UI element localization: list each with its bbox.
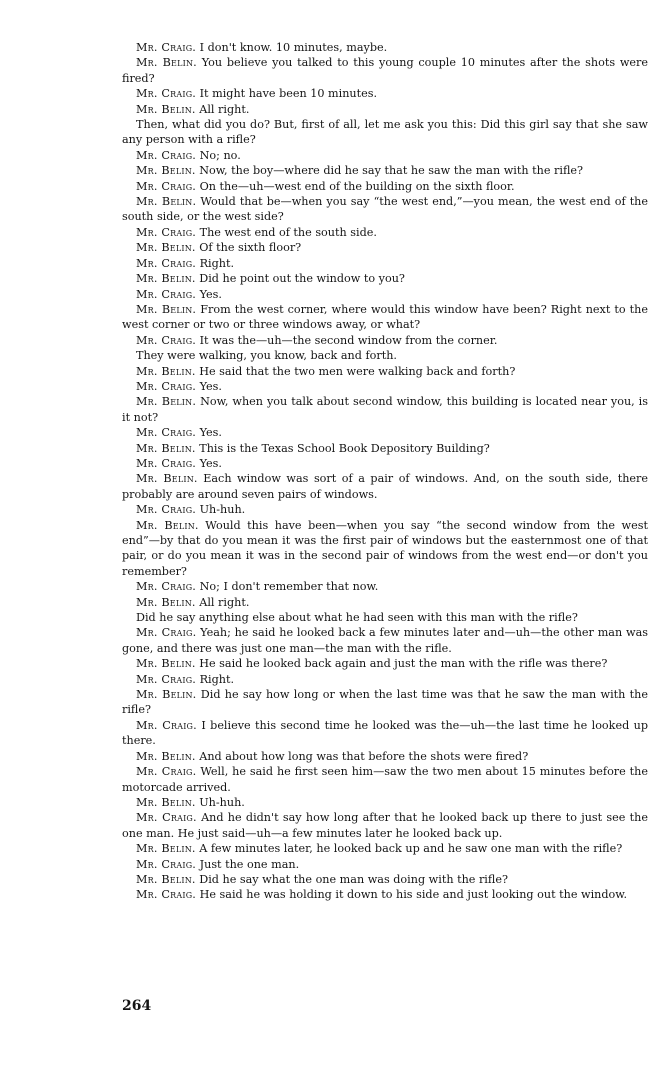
speaker-label: Mr. Craig. (136, 811, 197, 825)
testimony-paragraph (122, 718, 648, 749)
speaker-label: Mr. Belin. (136, 364, 196, 378)
testimony-paragraph (122, 687, 648, 718)
statement-text: On the—uh—west end of the building on the sixth floor. (199, 179, 515, 193)
statement-text: I believe this second time he looked was the—uh—the last time he looked up there. (122, 718, 648, 748)
testimony-paragraph (122, 595, 648, 610)
testimony-paragraph (122, 148, 648, 163)
speaker-label: Mr. Belin. (136, 688, 197, 702)
testimony-paragraph (122, 471, 648, 502)
statement-text: He said he looked back again and just the man with the rifle was there? (199, 657, 608, 671)
statement-text: Yes. (199, 287, 222, 301)
statement-text: He said that the two men were walking back and forth? (199, 364, 516, 378)
speaker-label: Mr. Craig. (136, 672, 197, 686)
speaker-label: Mr. Belin. (136, 795, 196, 809)
statement-text: Uh-huh. (199, 795, 245, 809)
speaker-label: Mr. Belin. (136, 518, 199, 532)
speaker-label: Mr. Craig. (136, 456, 197, 470)
page-number: 264 (122, 998, 152, 1014)
statement-text: Of the sixth floor? (199, 241, 302, 255)
testimony-paragraph (122, 810, 648, 841)
testimony-paragraph (122, 55, 648, 86)
speaker-label: Mr. Craig. (136, 225, 197, 239)
statement-text: Right. (199, 256, 235, 270)
speaker-label: Mr. Belin. (136, 657, 196, 671)
statement-text: Did he say what the one man was doing with the rifle? (199, 872, 508, 886)
statement-text: Right. (199, 672, 235, 686)
statement-text: And about how long was that before the shots were fired? (199, 749, 529, 763)
statement-text: It might have been 10 minutes. (199, 87, 378, 101)
speaker-label: Mr. Belin. (136, 872, 196, 886)
statement-text: A few minutes later, he looked back up and he saw one man with the rifle? (199, 842, 623, 856)
statement-text: He said he was holding it down to his side and just looking out the window. (199, 888, 628, 902)
testimony-paragraph (122, 225, 648, 240)
speaker-label: Mr. Craig. (136, 765, 197, 779)
speaker-label: Mr. Craig. (136, 426, 197, 440)
speaker-label: Mr. Belin. (136, 56, 197, 70)
testimony-body (122, 40, 648, 903)
speaker-label: Mr. Craig. (136, 87, 197, 101)
statement-text: They were walking, you know, back and forth. (136, 349, 397, 363)
testimony-paragraph (122, 841, 648, 856)
statement-text: Just the one man. (199, 857, 300, 871)
speaker-label: Mr. Craig. (136, 287, 197, 301)
statement-text: All right. (199, 102, 250, 116)
speaker-label: Mr. Belin. (136, 195, 197, 209)
testimony-page (122, 40, 648, 903)
testimony-paragraph (122, 379, 648, 394)
testimony-paragraph (122, 518, 648, 580)
testimony-paragraph (122, 302, 648, 333)
statement-text: All right. (199, 595, 250, 609)
speaker-label: Mr. Belin. (136, 164, 196, 178)
testimony-paragraph (122, 441, 648, 456)
statement-text: Did he say anything else about what he had seen with this man with the rifle? (136, 611, 578, 625)
speaker-label: Mr. Craig. (136, 179, 197, 193)
testimony-paragraph (122, 394, 648, 425)
statement-text: Would that be—when you say “the west end,”—you mean, the west end of the south side, or the west side? (122, 195, 649, 224)
statement-text: Uh-huh. (199, 503, 246, 517)
statement-text: Yes. (199, 456, 222, 470)
statement-text: And he didn't say how long after that he looked back up there to just see the one man. He just said—uh—a few minutes later he looked back up. (122, 811, 648, 840)
statement-text: I don't know. 10 minutes, maybe. (199, 41, 388, 54)
testimony-paragraph (122, 364, 648, 379)
testimony-paragraph (122, 102, 648, 117)
speaker-label: Mr. Belin. (136, 472, 198, 486)
statement-text: The west end of the south side. (199, 225, 377, 239)
statement-text: Yes. (199, 426, 222, 440)
speaker-label: Mr. Craig. (136, 41, 197, 54)
testimony-paragraph (122, 579, 648, 594)
statement-text: Did he point out the window to you? (199, 272, 405, 286)
speaker-label: Mr. Craig. (136, 333, 197, 347)
testimony-paragraph (122, 179, 648, 194)
statement-text: Did he say how long or when the last time was that he saw the man with the rifle? (122, 688, 648, 717)
testimony-paragraph (122, 656, 648, 671)
testimony-paragraph (122, 194, 648, 225)
speaker-label: Mr. Belin. (136, 749, 196, 763)
testimony-paragraph (122, 625, 648, 656)
statement-text: No; no. (199, 148, 241, 162)
testimony-paragraph (122, 86, 648, 101)
testimony-paragraph (122, 749, 648, 764)
testimony-paragraph (122, 287, 648, 302)
speaker-label: Mr. Belin. (136, 302, 197, 316)
testimony-paragraph (122, 795, 648, 810)
testimony-paragraph (122, 117, 648, 148)
statement-text: It was the—uh—the second window from the corner. (199, 333, 498, 347)
statement-text: Now, the boy—where did he say that he saw the man with the rifle? (199, 164, 584, 178)
statement-text: This is the Texas School Book Depository Building? (199, 441, 490, 455)
statement-text: Well, he said he first seen him—saw the two men about 15 minutes before the motorcade arrived. (122, 765, 649, 794)
testimony-paragraph (122, 271, 648, 286)
statement-text: Each window was sort of a pair of windows. And, on the south side, there probably are around seven pairs of windows. (122, 472, 649, 501)
testimony-paragraph (122, 887, 648, 902)
testimony-paragraph (122, 764, 648, 795)
speaker-label: Mr. Belin. (136, 102, 196, 116)
testimony-paragraph (122, 348, 648, 363)
statement-text: From the west corner, where would this window have been? Right next to the west corner or two or three windows away, or what? (122, 302, 648, 332)
testimony-paragraph (122, 333, 648, 348)
statement-text: Would this have been—when you say “the second window from the west end”—by that do you mean it was the first pair of windows but the easternmost one of that pair, or do you mean it was in the second pair of windows from the west end—or don't you remember? (122, 518, 648, 578)
speaker-label: Mr. Belin. (136, 595, 196, 609)
testimony-paragraph (122, 502, 648, 517)
speaker-label: Mr. Craig. (136, 580, 197, 594)
testimony-paragraph (122, 240, 648, 255)
statement-text: Yes. (199, 379, 222, 393)
statement-text: Then, what did you do? But, first of all, let me ask you this: Did this girl say that she saw any person with a rifle? (122, 118, 648, 147)
speaker-label: Mr. Craig. (136, 626, 197, 640)
speaker-label: Mr. Craig. (136, 148, 197, 162)
speaker-label: Mr. Belin. (136, 272, 196, 286)
speaker-label: Mr. Craig. (136, 256, 197, 270)
statement-text: Yeah; he said he looked back a few minutes later and—uh—the other man was gone, and there was just one man—the man with the rifle. (122, 626, 648, 655)
statement-text: No; I don't remember that now. (199, 580, 379, 594)
speaker-label: Mr. Craig. (136, 857, 197, 871)
testimony-paragraph (122, 163, 648, 178)
testimony-paragraph (122, 857, 648, 872)
speaker-label: Mr. Craig. (136, 888, 197, 902)
speaker-label: Mr. Belin. (136, 241, 196, 255)
testimony-paragraph (122, 456, 648, 471)
speaker-label: Mr. Belin. (136, 842, 196, 856)
testimony-paragraph (122, 872, 648, 887)
testimony-paragraph (122, 40, 648, 55)
testimony-paragraph (122, 672, 648, 687)
speaker-label: Mr. Belin. (136, 395, 197, 409)
testimony-paragraph (122, 610, 648, 625)
speaker-label: Mr. Belin. (136, 441, 196, 455)
testimony-paragraph (122, 256, 648, 271)
speaker-label: Mr. Craig. (136, 503, 197, 517)
statement-text: Now, when you talk about second window, this building is located near you, is it not? (122, 395, 649, 424)
speaker-label: Mr. Craig. (136, 718, 197, 732)
testimony-paragraph (122, 425, 648, 440)
statement-text: You believe you talked to this young couple 10 minutes after the shots were fired? (122, 56, 648, 85)
speaker-label: Mr. Craig. (136, 379, 197, 393)
